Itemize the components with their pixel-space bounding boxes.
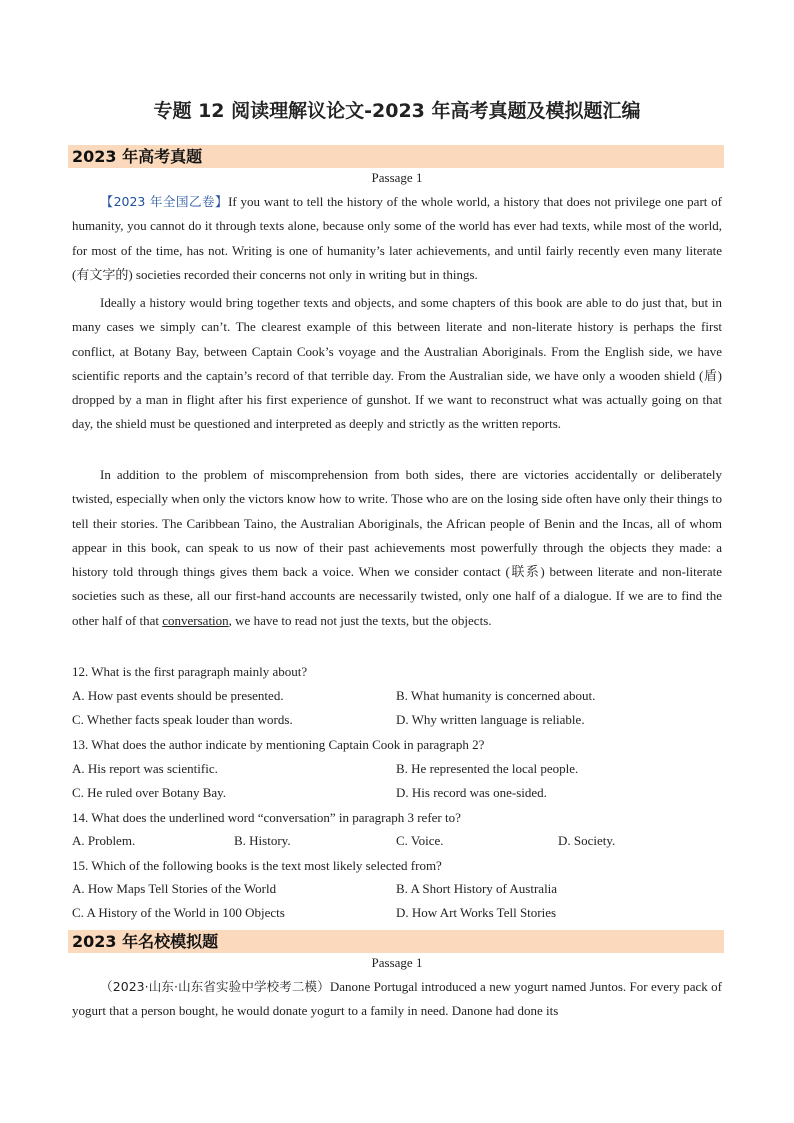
question-15-option-b: B. A Short History of Australia (396, 881, 558, 896)
question-14-option-d: D. Society. (558, 833, 616, 848)
underlined-word: conversation (162, 612, 229, 628)
question-15-option-a: A. How Maps Tell Stories of the World (72, 881, 277, 896)
question-12-option-c: C. Whether facts speak louder than words. (72, 712, 293, 727)
question-14-option-c: C. Voice. (396, 833, 444, 848)
question-14-option-b: B. History. (234, 833, 291, 848)
question-12-option-b: B. What humanity is concerned about. (396, 688, 596, 703)
question-12-stem: 12. What is the first paragraph mainly about? (72, 664, 308, 679)
paragraph-1-text: If you want to tell the history of the whole world, a history that does not privilege one part of humanity, you cannot do it through texts alone, because only some of the world has ever had texts, while most of the world, for most of the time, has not. Writing is one of humanity’s later achievements, and until fairly recently even many literate (有文字的) societies recorded their concerns not only in writing but in things. (72, 194, 722, 282)
question-15-option-d: D. How Art Works Tell Stories (396, 905, 557, 920)
question-13-option-a: A. His report was scientific. (72, 761, 218, 776)
paragraph-3 (72, 463, 722, 633)
paragraph-3-text-before: In addition to the problem of miscomprehension from both sides, there are victories accidentally or deliberately twisted, especially when only the victors know how to write. Those who are on the losing side often have only their things to tell their stories. The Caribbean Taino, the Australian Aboriginals, the African people of Benin and the Incas, all of whom appear in this book, can speak to us now of their past achievements most powerfully through the objects they made: a history told through things gives them back a voice. When we consider contact (联系) between literate and non-literate societies such as these, all our first-hand accounts are necessarily twisted, only one half of a dialogue. If we are to find the other half of that (72, 467, 722, 628)
source-tag: 【2023 年全国乙卷】 (100, 194, 229, 209)
question-15-option-c: C. A History of the World in 100 Objects (72, 905, 285, 920)
paragraph-1 (72, 190, 722, 287)
passage-label-2: Passage 1 (371, 955, 423, 970)
paragraph-mock-1 (72, 975, 722, 1024)
paragraph-2 (72, 291, 722, 437)
section-heading-exam: 2023 年高考真题 (68, 145, 724, 168)
question-14-option-a: A. Problem. (72, 833, 136, 848)
question-13-stem: 13. What does the author indicate by mentioning Captain Cook in paragraph 2? (72, 737, 485, 752)
question-13-option-d: D. His record was one-sided. (396, 785, 547, 800)
section-heading-mock: 2023 年名校模拟题 (68, 930, 724, 953)
paragraph-3-text-after: , we have to read not just the texts, but the objects. (228, 612, 492, 628)
paragraph-mock-1-text: Danone Portugal introduced a new yogurt named Juntos. For every pack of yogurt that a person bought, he would donate yogurt to a family in need. Danone had done its (72, 979, 722, 1019)
page-title: 专题 12 阅读理解议论文-2023 年高考真题及模拟题汇编 (153, 100, 641, 122)
passage-label: Passage 1 (371, 170, 423, 185)
source-tag-2: （2023·山东·山东省实验中学校考二模） (100, 979, 330, 994)
paragraph-2-text: Ideally a history would bring together texts and objects, and some chapters of this book are able to do just that, but in many cases we simply can’t. The clearest example of this between literate and non-literate history is perhaps the first conflict, at Botany Bay, between Captain Cook’s voyage and the Australian Aboriginals. From the English side, we have scientific reports and the captain’s record of that terrible day. From the Australian side, we have only a wooden shield (盾) dropped by a man in flight after his first experience of gunshot. If we want to reconstruct what was actually going on that day, the shield must be questioned and interpreted as deeply and strictly as the written reports. (72, 295, 722, 432)
question-14-stem: 14. What does the underlined word “conversation” in paragraph 3 refer to? (72, 810, 461, 825)
question-13-option-c: C. He ruled over Botany Bay. (72, 785, 227, 800)
question-12-option-a: A. How past events should be presented. (72, 688, 284, 703)
question-12-option-d: D. Why written language is reliable. (396, 712, 585, 727)
question-13-option-b: B. He represented the local people. (396, 761, 579, 776)
question-15-stem: 15. Which of the following books is the text most likely selected from? (72, 858, 442, 873)
